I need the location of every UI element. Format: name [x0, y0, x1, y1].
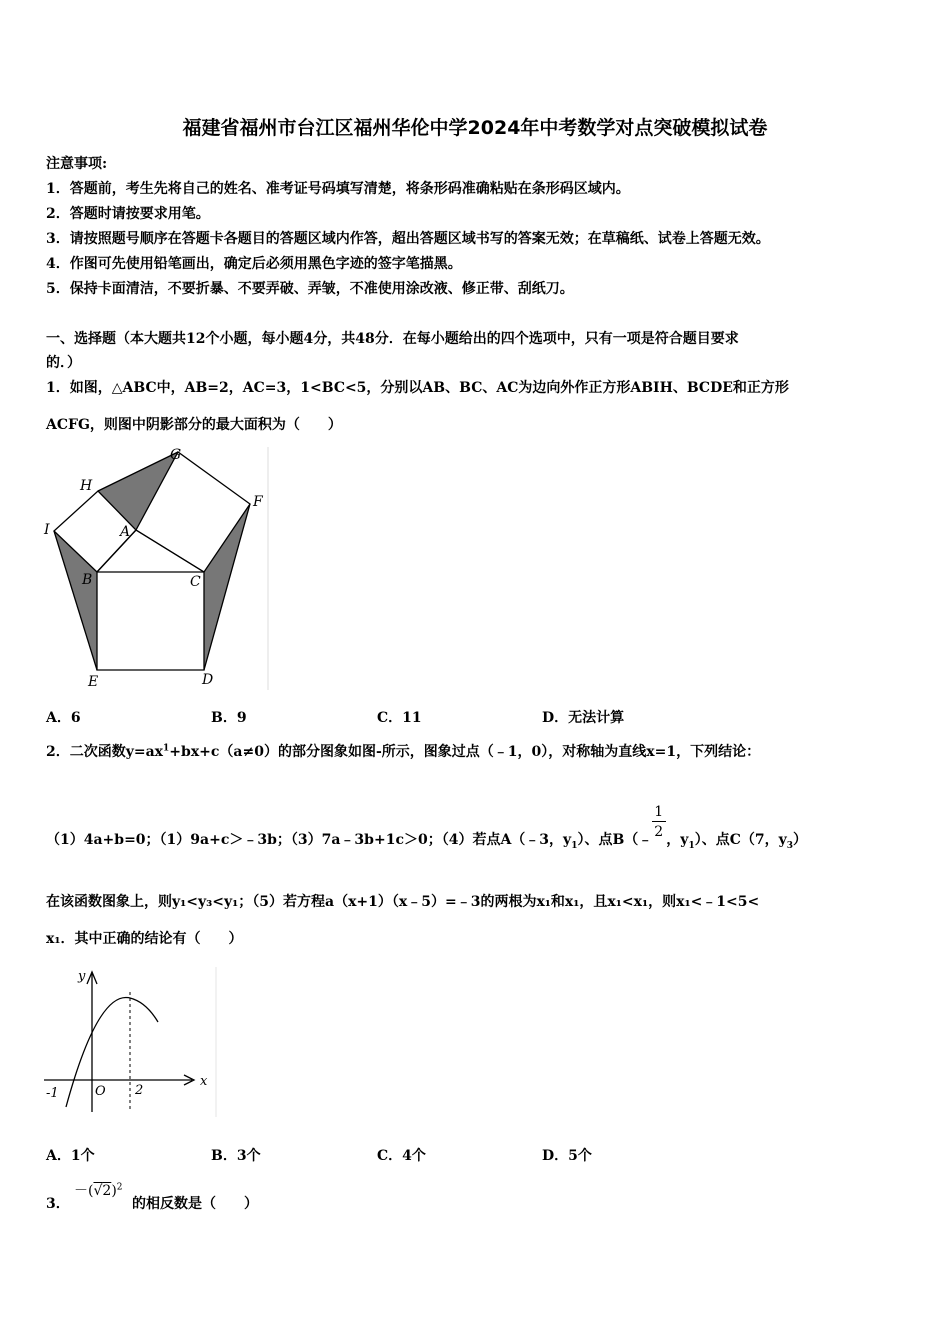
q2-conditions: （1）4a+b=0；（1）9a+c＞﹣3b；（3）7a﹣3b+1c＞0；（4）若点A（﹣3，$y_1$）、点B（﹣ $\frac{1}{2}$ ，$y_1$）、点C（7，$y_3$） [46, 804, 807, 851]
label-f: F [253, 494, 263, 510]
q2-text-cont2: x₁．其中正确的结论有（ ） [46, 931, 243, 947]
q1-text: 1．如图，△ABC中，AB=2，AC=3，1<BC<5，分别以AB、BC、AC为边向外作正方形ABIH、BCDE和正方形 [46, 380, 789, 396]
label-b: B [82, 572, 93, 588]
label-two: 2 [135, 1083, 144, 1098]
shade-triangle-hag [98, 452, 178, 530]
q2-option-d[interactable]: D．5个 [542, 1148, 592, 1164]
notes-heading: 注意事项: [46, 156, 108, 172]
note-item: 3．请按照题号顺序在答题卡各题目的答题区域内作答，超出答题区域书写的答案无效；在草稿纸、试卷上答题无效。 [46, 231, 770, 247]
q2-option-b[interactable]: B．3个 [211, 1148, 261, 1164]
label-h: H [80, 478, 93, 494]
q3-number: 3． [46, 1196, 70, 1212]
label-a: A [120, 524, 131, 540]
q2-text-cont: 在该函数图象上，则y₁<y₃<y₁；（5）若方程a（x+1）（x﹣5）=﹣3的两根为x₁和x₁，且x₁<x₁，则x₁<﹣1<5< [46, 894, 760, 910]
square-bcde [97, 572, 204, 670]
q1-option-d[interactable]: D．无法计算 [542, 710, 625, 726]
note-item: 4．作图可先使用铅笔画出，确定后必须用黑色字迹的签字笔描黑。 [46, 256, 462, 272]
label-y: y [78, 969, 86, 984]
q2-text: 2．二次函数$y=ax^1+bx+c(a\ne 0)$的部分图象如图-所示，图象过点（﹣1，0），对称轴为直线x=1，下列结论： [46, 743, 761, 760]
section-heading: 一、选择题（本大题共12个小题，每小题4分，共48分．在每小题给出的四个选项中，只有一项是符合题目要求 [46, 331, 739, 347]
label-i: I [44, 522, 50, 538]
label-origin: O [95, 1084, 106, 1099]
page-title: 福建省福州市台江区福州华伦中学2024年中考数学对点突破模拟试卷 [182, 117, 768, 139]
q2-option-a[interactable]: A．1个 [46, 1148, 95, 1164]
q3-expression: $-(√2)^2$ [74, 1182, 123, 1199]
note-item: 2．答题时请按要求用笔。 [46, 206, 210, 222]
label-neg1: -1 [46, 1086, 59, 1101]
note-item: 1．答题前，考生先将自己的姓名、准考证号码填写清楚，将条形码准确粘贴在条形码区域内。 [46, 181, 630, 197]
parabola-curve [66, 997, 158, 1107]
label-e: E [88, 674, 99, 690]
q1-option-b[interactable]: B．9 [211, 710, 247, 726]
q1-geometry-figure [40, 442, 272, 692]
fraction-one-half: $\frac{1}{2}$ [652, 830, 666, 850]
q2-option-c[interactable]: C．4个 [377, 1148, 426, 1164]
label-g: G [170, 447, 182, 463]
note-item: 5．保持卡面清洁，不要折暴、不要弄破、弄皱，不准使用涂改液、修正带、刮纸刀。 [46, 281, 574, 297]
q1-option-a[interactable]: A．6 [46, 710, 81, 726]
q2-parabola-graph [40, 962, 220, 1122]
q1-option-c[interactable]: C．11 [377, 710, 422, 726]
q3-text: 的相反数是（ ） [132, 1196, 258, 1212]
label-c: C [190, 574, 201, 590]
label-x: x [200, 1074, 208, 1089]
q1-text-cont: ACFG，则图中阴影部分的最大面积为（ ） [46, 417, 342, 433]
label-d: D [202, 672, 214, 688]
section-heading-cont: 的．） [46, 355, 81, 371]
